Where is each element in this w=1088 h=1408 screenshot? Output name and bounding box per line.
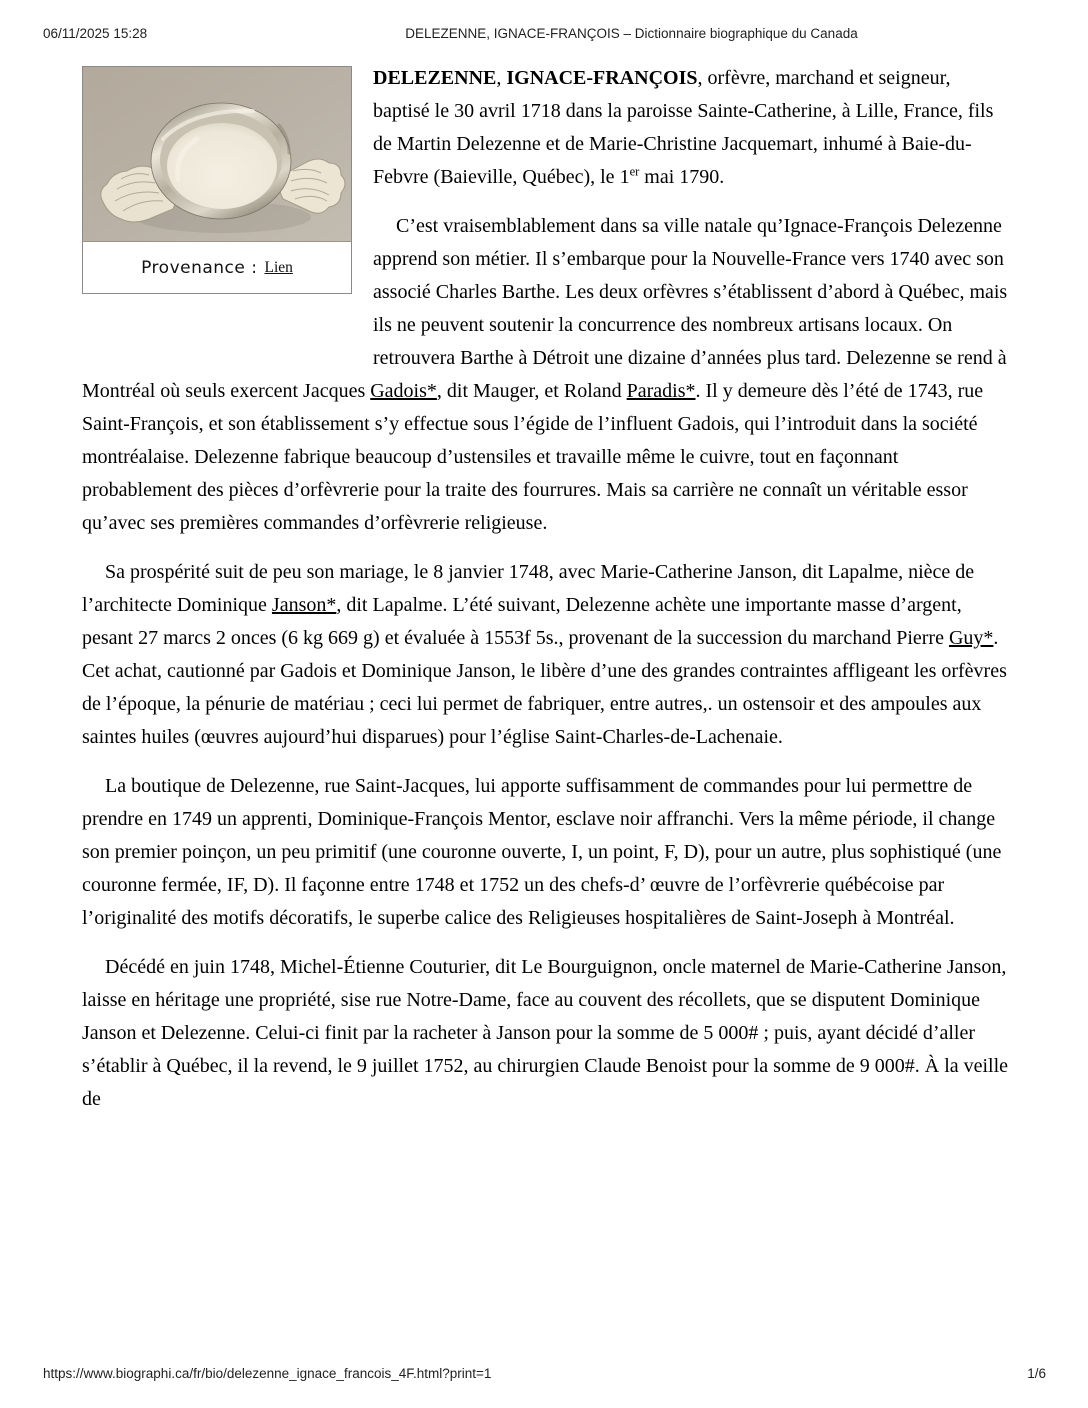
figure-caption [83,242,351,293]
text-run: , orfèvre, marchand et seigneur, baptisé le 30 avril 1718 dans la paroisse Sainte-Catherine, à Lille, France, fils de Martin Delezenne et de Marie-Christine Jacquemart, inhumé à Baie-du-Febvre (Baieville, Québec), le 1 [373,67,994,188]
ecuelle-illustration [83,67,351,241]
text-run: mai 1790. [639,166,725,188]
text-run: , [496,67,507,89]
content-area [82,62,1010,1132]
text-run: Décédé en juin 1748, Michel-Étienne Couturier, dit Le Bourguignon, oncle maternel de Marie-Catherine Janson, laisse en héritage une propriété, sise rue Notre-Dame, face au couvent des récollets, que se disputent Dominique Janson et Delezenne. Celui-ci finit par la racheter à Janson pour la somme de 5 000# ; puis, ayant décidé d’aller s’établir à Québec, il la revend, le 9 juillet 1752, au chirurgien Claude Benoist pour la somme de 9 000#. À la veille de [82,956,1009,1110]
paragraph [82,556,1010,754]
print-footer [0,1366,1088,1384]
text-run: , dit Lapalme. L’été suivant, Delezenne achète une importante masse d’argent, pesant 27 marcs 2 onces (6 kg 669 g) et évaluée à 1553f 5s., provenant de la succession du marchand Pierre [82,594,962,649]
subject-name-bold: IGNACE-FRANÇOIS [506,67,698,89]
provenance-link[interactable]: Lien [264,258,293,276]
document-title: DELEZENNE, IGNACE-FRANÇOIS – Dictionnaire biographique du Canada [405,26,858,41]
paragraph [82,770,1010,935]
text-run: C’est vraisemblablement dans sa ville natale qu’Ignace-François Delezenne apprend son métier. Il s’embarque pour la Nouvelle-France vers 1740 avec son associé Charles Barthe. Les deux orfèvres s’établissent d’abord à Québec, mais ils ne peuvent soutenir la concurrence des nombreux artisans locaux. On retrouvera Barthe à Détroit une dizaine d’années plus tard. Delezenne se rend à Montréal où seuls exercent Jacques [82,215,1008,402]
text-run: Sa prospérité suit de peu son mariage, le 8 janvier 1748, avec Marie-Catherine Janson, dit Lapalme, nièce de l’architecte Dominique [82,561,975,616]
biography-cross-reference-link[interactable]: Gadois* [370,380,437,402]
biography-cross-reference-link[interactable]: Janson* [271,594,337,616]
subject-name-bold: DELEZENNE [373,67,497,89]
ordinal-superscript: er [629,164,640,179]
text-run: , dit Mauger, et Roland [436,380,627,402]
biography-cross-reference-link[interactable]: Guy* [948,627,994,649]
print-datetime: 06/11/2025 15:28 [43,26,148,41]
text-run: . Cet achat, cautionné par Gadois et Dominique Janson, le libère d’une des grandes contraintes affligeant les orfèvres de l’époque, la pénurie de matériau ; ceci lui permet de fabriquer, entre autres,. un ostensoir et des ampoules aux saintes huiles (œuvres aujourd’hui disparues) pour l’église Saint-Charles-de-Lachenaie. [82,627,1007,748]
provenance-label: Provenance : [141,257,258,278]
artifact-figure [82,66,352,294]
biography-cross-reference-link[interactable]: Paradis* [626,380,696,402]
paragraph [82,951,1010,1116]
ecuelle-photo [83,67,351,242]
text-run: . Il y demeure dès l’été de 1743, rue Saint-François, et son établissement s’y effectue sous l’égide de l’influent Gadois, qui l’introduit dans la société montréalaise. Delezenne fabrique beaucoup d’ustensiles et travaille même le cuivre, tout en façonnant probablement des pièces d’orfèvrerie pour la traite des fourrures. Mais sa carrière ne connaît un véritable essor qu’avec ses premières commandes d’orfèvrerie religieuse. [82,380,984,534]
document-url: https://www.biographi.ca/fr/bio/delezenne_ignace_francois_4F.html?print=1 [43,1366,492,1381]
print-header [0,26,1088,44]
page-indicator: 1/6 [1027,1366,1046,1381]
text-run: La boutique de Delezenne, rue Saint-Jacques, lui apporte suffisamment de commandes pour lui permettre de prendre en 1749 un apprenti, Dominique-François Mentor, esclave noir affranchi. Vers la même période, il change son premier poinçon, un peu primitif (une couronne ouverte, I, un point, F, D), pour un autre, plus sophistiqué (une couronne fermée, IF, D). Il façonne entre 1748 et 1752 un des chefs-d’ œuvre de l’orfèvrerie québécoise par l’originalité des motifs décoratifs, le superbe calice des Religieuses hospitalières de Saint-Joseph à Montréal. [82,775,1002,929]
